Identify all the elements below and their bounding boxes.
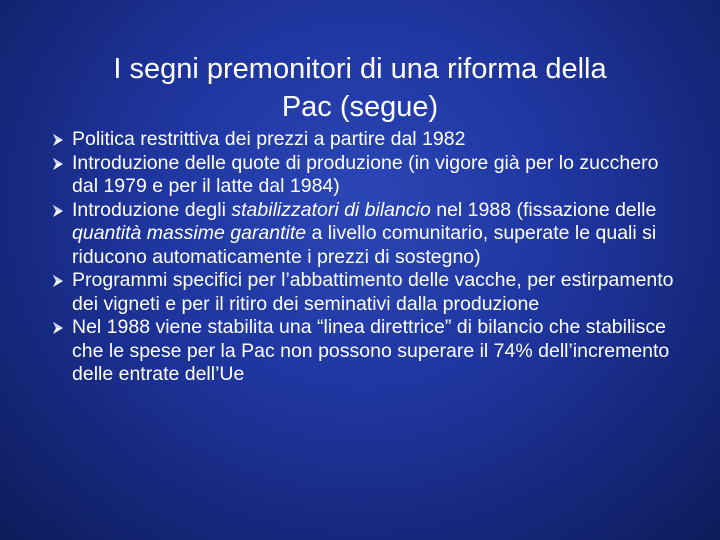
arrow-right-bullet-icon (52, 269, 66, 293)
emphasis-term: quantità massime garantite (72, 222, 307, 244)
arrow-right-bullet-icon (52, 152, 66, 176)
bullet-text: Nel 1988 viene stabilita una “linea direttrice” di bilancio che stabilisce che le spese per la Pac non possono superare il 74% dell’incremento delle entrate dell’Ue (72, 316, 670, 385)
bullet-item (48, 269, 688, 316)
arrow-right-bullet-icon (52, 128, 66, 152)
emphasis-term: stabilizzatori di bilancio (231, 198, 431, 221)
bullet-text: Introduzione delle quote di produzione (in vigore già per lo zucchero dal 1979 e per il latte dal 1984) (72, 151, 659, 197)
arrow-right-bullet-icon (52, 199, 66, 223)
bullet-text: Introduzione degli stabilizzatori di bilancio nel 1988 (fissazione delle quantità massime garantite a livello comunitario, superate le quali si riducono automaticamente i prezzi di sostegno) (72, 198, 657, 268)
bullet-item (48, 152, 688, 199)
bullet-item (48, 128, 688, 152)
arrow-right-bullet-icon (52, 316, 66, 340)
slide-title-line-1: I segni premonitori di una riforma della (113, 53, 607, 86)
bullet-list (48, 128, 688, 387)
bullet-item (48, 316, 688, 387)
bullet-item (48, 199, 688, 270)
bullet-text: Politica restrittiva dei prezzi a partire dal 1982 (72, 128, 466, 150)
slide-title (40, 50, 680, 126)
bullet-text: Programmi specifici per l’abbattimento delle vacche, per estirpamento dei vigneti e per il ritiro dei seminativi dalla produzione (72, 269, 674, 315)
slide-title-line-2: Pac (segue) (281, 91, 439, 124)
